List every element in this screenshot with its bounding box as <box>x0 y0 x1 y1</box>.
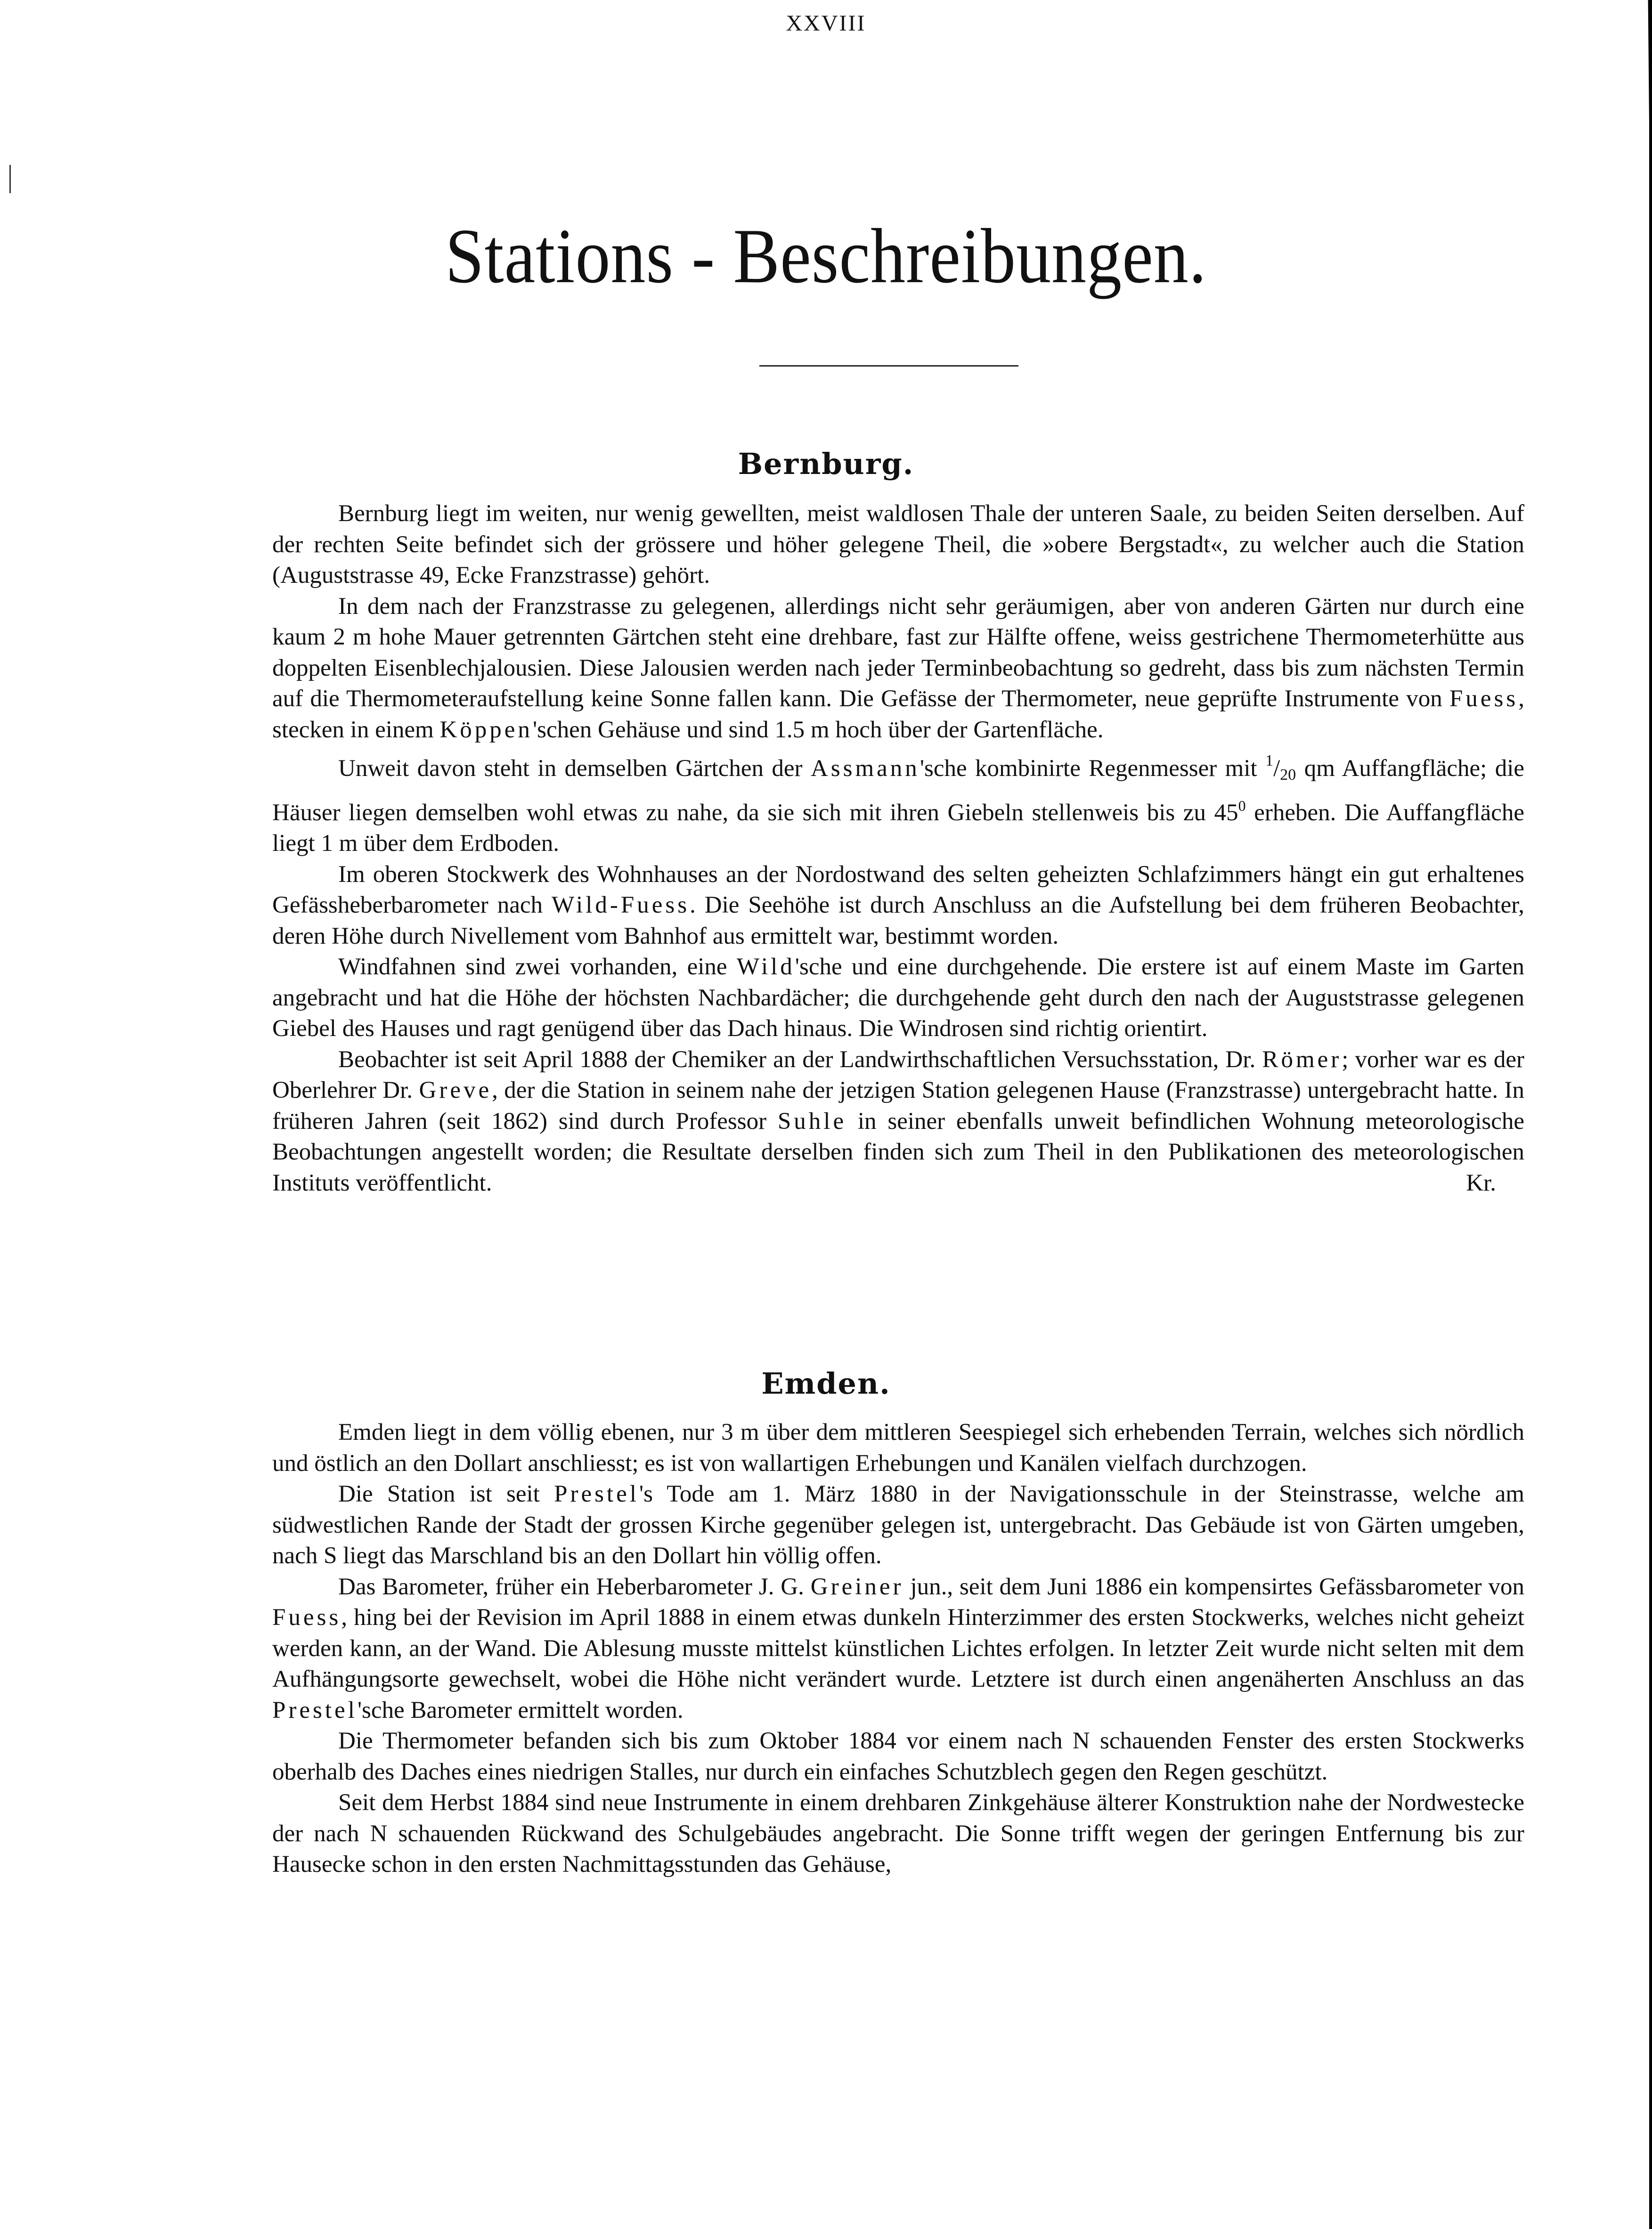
paragraph: Windfahnen sind zwei vorhanden, eine Wild'sche und eine durchgehende. Die erstere ist auf einem Maste im Garten angebracht und hat die Höhe der höchsten Nachbardächer; die durchgehende geht durch den nach der Auguststrasse gelegenen Giebel des Hauses und ragt genügend über das Dach hinaus. Die Windrosen sind richtig orientirt. <box>272 954 1524 1042</box>
paragraph: Beobachter ist seit April 1888 der Chemiker an der Landwirthschaftlichen Versuchsstation, Dr. Römer; vorher war es der Oberlehrer Dr. Greve, der die Station in seinem nahe der jetzigen Station gelegenen Hause (Franzstrasse) untergebracht hatte. In früheren Jahren (seit 1862) sind durch Professor Suhle in seiner ebenfalls unweit befindlichen Wohnung meteorologische Beobachtungen angestellt worden; die Resultate derselben finden sich zum Theil in den Publikationen des meteorologischen Instituts veröffentlicht. Kr. <box>272 1045 1524 1199</box>
paragraph: Seit dem Herbst 1884 sind neue Instrumente in einem drehbaren Zinkgehäuse älterer Konstruktion nahe der Nordwestecke der nach N schauenden Rückwand des Schulgebäudes angebracht. Die Sonne trifft wegen der geringen Entfernung bis zur Hausecke schon in den ersten Nachmittagsstunden das Gehäuse, <box>272 1789 1524 1878</box>
paragraph: Die Station ist seit Prestel's Tode am 1. März 1880 in der Navigationsschule in der Steinstrasse, welche am südwestlichen Rande der Stadt der grossen Kirche gegenüber gelegen ist, untergebracht. Das Gebäude ist von Gärten umgeben, nach S liegt das Marschland bis an den Dollart hin völlig offen. <box>272 1481 1525 1569</box>
author-signature: Kr. <box>1466 1169 1496 1196</box>
section-emden <box>272 1417 1524 1880</box>
paragraph: Das Barometer, früher ein Heberbarometer J. G. Greiner jun., seit dem Juni 1886 ein kompensirtes Gefässbarometer von Fuess, hing bei der Revision im April 1888 in einem etwas dunkeln Hinterzimmer des ersten Stockwerks, welches nicht geheizt werden kann, an der Wand. Die Ablesung musste mittelst künstlichen Lichtes erfolgen. In letzter Zeit wurde nicht selten mit dem Aufhängungsorte gewechselt, wobei die Höhe nicht verändert wurde. Letztere ist durch einen angenäherten Anschluss an das Prestel'sche Barometer ermittelt worden. <box>272 1573 1525 1723</box>
section-bernburg <box>272 498 1524 1199</box>
page-number: XXVIII <box>786 11 866 36</box>
paragraph: Emden liegt in dem völlig ebenen, nur 3 m über dem mittleren Seespiegel sich erhebenden Terrain, welches sich nördlich und östlich an den Dollart anschliesst; es ist von wallartigen Erhebungen und Kanälen vielfach durchzogen. <box>272 1419 1524 1477</box>
scan-mark-left <box>9 165 11 193</box>
section-heading-emden: Emden. <box>761 1366 891 1401</box>
section-heading-bernburg: Bernburg. <box>738 447 914 481</box>
page-title: Stations - Beschreibungen. <box>445 213 1207 300</box>
paragraph: Im oberen Stockwerk des Wohnhauses an der Nordostwand des selten geheizten Schlafzimmers hängt ein gut erhaltenes Gefässheberbarometer nach Wild-Fuess. Die Seehöhe ist durch Anschluss an die Aufstellung bei dem früheren Beobachter, deren Höhe durch Nivellement vom Bahnhof aus ermittelt war, bestimmt worden. <box>272 861 1524 949</box>
scan-edge-right <box>1649 0 1652 2229</box>
paragraph: In dem nach der Franzstrasse zu gelegenen, allerdings nicht sehr geräumigen, aber von anderen Gärten nur durch eine kaum 2 m hohe Mauer getrennten Gärtchen steht eine drehbare, fast zur Hälfte offene, weiss gestrichene Thermometerhütte aus doppelten Eisenblechjalousien. Diese Jalousien werden nach jeder Terminbeobachtung so gedreht, dass bis zum nächsten Termin auf die Thermometeraufstellung keine Sonne fallen kann. Die Gefässe der Thermometer, neue geprüfte Instrumente von Fuess, stecken in einem Köppen'schen Gehäuse und sind 1.5 m hoch über der Gartenfläche. <box>272 593 1524 743</box>
paragraph: Unweit davon steht in demselben Gärtchen der Assmann'sche kombinirte Regenmesser mit $^1$/20 qm Auffangfläche; die Häuser liegen demselben wohl etwas zu nahe, da sie sich mit ihren Giebeln stellenweis bis zu $45^0$ erheben. Die Auffangfläche liegt 1 m über dem Erdboden. <box>272 752 1525 857</box>
title-divider <box>759 365 1018 367</box>
paragraph: Bernburg liegt im weiten, nur wenig gewellten, meist waldlosen Thale der unteren Saale, zu beiden Seiten derselben. Auf der rechten Seite befindet sich der grössere und höher gelegene Theil, die »obere Bergstadt«, zu welcher auch die Station (Auguststrasse 49, Ecke Franzstrasse) gehört. <box>272 500 1524 588</box>
paragraph: Die Thermometer befanden sich bis zum Oktober 1884 vor einem nach N schauenden Fenster des ersten Stockwerks oberhalb des Daches eines niedrigen Stalles, nur durch ein einfaches Schutzblech gegen den Regen geschützt. <box>272 1728 1524 1785</box>
